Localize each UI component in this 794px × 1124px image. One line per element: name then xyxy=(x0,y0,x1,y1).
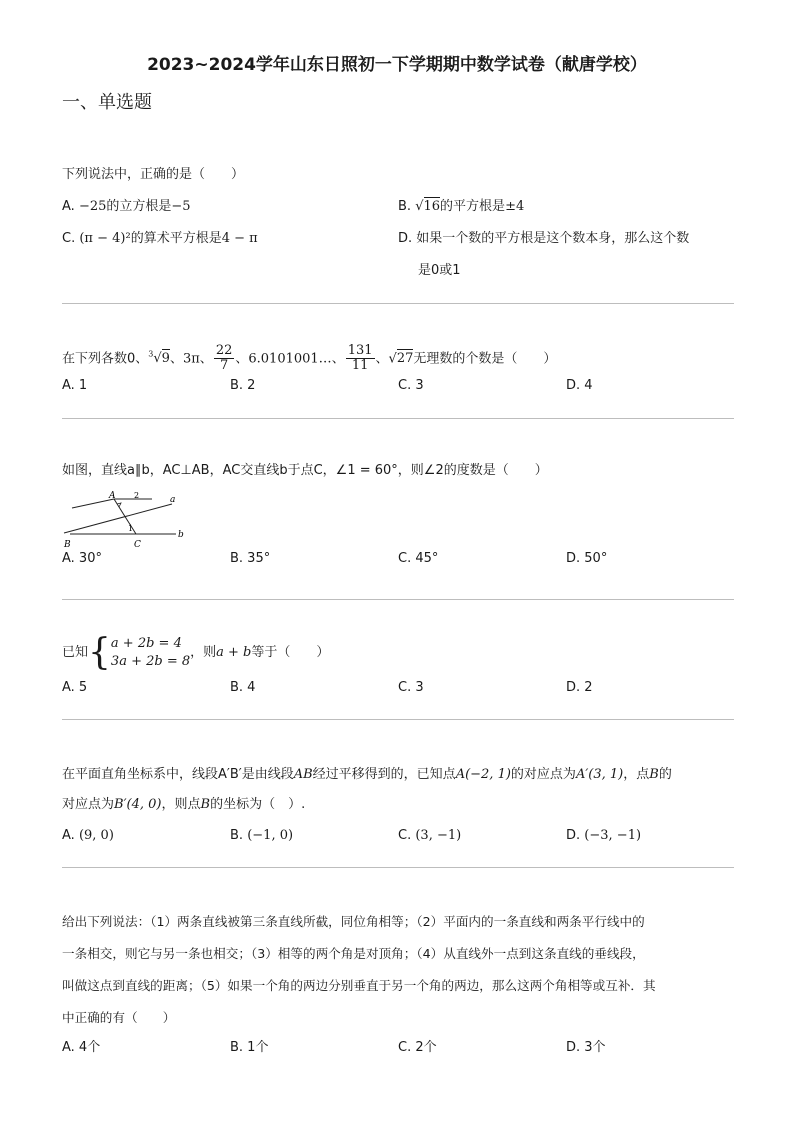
options-row xyxy=(62,259,734,283)
option-b[interactable]: B. 4 xyxy=(230,680,256,695)
option-c[interactable]: C. 45° xyxy=(398,551,439,566)
question-1 xyxy=(62,163,734,283)
option-c[interactable]: C. (3, −1) xyxy=(398,828,462,843)
option-d[interactable]: D. 2 xyxy=(566,680,593,695)
label-a-point: A xyxy=(109,491,116,501)
transversal-line xyxy=(64,504,172,533)
option-c[interactable]: C. 3 xyxy=(398,378,424,393)
question-2 xyxy=(62,336,734,398)
equation-system: { a + 2b = 4 3a + 2b = 8 xyxy=(88,632,191,673)
option-d[interactable]: D. 3个 xyxy=(566,1040,606,1055)
question-stem: 给出下列说法：（1）两条直线被第三条直线所截，同位角相等；（2）平面内的一条直线和两条平行线中的 一条相交，则它与另一条也相交；（3）相等的两个角是对顶角；（4）从直线外一点到这条直线的垂线段， 叫做这点到直线的距离；（5）如果一个角的两边分别垂直于另一个角的两边，那么这两个角相等或互补．其 中正确的有（ ） xyxy=(62,914,656,1025)
option-a[interactable]: A. (9, 0) xyxy=(62,828,114,843)
option-d[interactable]: D. 4 xyxy=(566,378,593,393)
divider xyxy=(62,418,734,419)
options-row xyxy=(62,195,734,219)
question-stem: 在平面直角坐标系中，线段A′B′是由线段AB经过平移得到的，已知点A(−2, 1)的对应点为A′(3, 1)，点B的 对应点为B′(4, 0)，则点B的坐标为（ ）. xyxy=(62,767,672,812)
option-c[interactable]: C. 3 xyxy=(398,680,424,695)
option-b[interactable]: B. 1个 xyxy=(230,1040,269,1055)
option-c[interactable]: C. 2个 xyxy=(398,1040,437,1055)
divider xyxy=(62,719,734,720)
option-d-continued: 是0或1 xyxy=(418,263,461,278)
question-6 xyxy=(62,906,734,1060)
option-b[interactable]: B. (−1, 0) xyxy=(230,828,294,843)
question-stem: 已知 { a + 2b = 4 3a + 2b = 8 ，则 a + b 等于（ ） xyxy=(62,632,330,673)
question-3 xyxy=(62,459,734,571)
line-a-left xyxy=(72,499,114,508)
options-row xyxy=(62,374,734,398)
options-row xyxy=(62,824,734,848)
section-heading: 一、单选题 xyxy=(62,92,152,113)
label-c-point: C xyxy=(134,540,141,549)
option-a[interactable]: A. 4个 xyxy=(62,1040,101,1055)
options-row xyxy=(62,1036,734,1060)
option-b[interactable]: B. √16的平方根是±4 xyxy=(398,199,525,214)
question-stem: 如图，直线a∥b，AC⊥AB，AC交直线b于点C，∠1 = 60°，则∠2的度数是（ ） xyxy=(62,463,548,478)
option-a[interactable]: A. 5 xyxy=(62,680,88,695)
divider xyxy=(62,599,734,600)
exam-title: 2023~2024学年山东日照初一下学期期中数学试卷（献唐学校） xyxy=(147,55,647,75)
label-b-point: B xyxy=(64,540,71,549)
question-stem: 下列说法中，正确的是（ ） xyxy=(62,167,245,182)
options-row xyxy=(62,676,734,700)
option-c[interactable]: C. (π − 4)²的算术平方根是4 − π xyxy=(62,231,258,246)
question-4 xyxy=(62,632,734,700)
divider xyxy=(62,303,734,304)
label-angle-2: 2 xyxy=(134,491,140,500)
geometry-figure xyxy=(62,489,192,549)
question-5 xyxy=(62,760,734,848)
divider xyxy=(62,867,734,868)
option-b[interactable]: B. 2 xyxy=(230,378,256,393)
option-d[interactable]: D. 如果一个数的平方根是这个数本身，那么这个数 xyxy=(398,231,690,246)
label-line-b: b xyxy=(178,530,184,540)
label-angle-1: 1 xyxy=(128,524,134,533)
option-a[interactable]: A. −25的立方根是−5 xyxy=(62,199,191,214)
option-d[interactable]: D. 50° xyxy=(566,551,608,566)
option-a[interactable]: A. 1 xyxy=(62,378,88,393)
options-row xyxy=(62,227,734,251)
options-row xyxy=(62,547,734,571)
label-line-a: a xyxy=(170,495,176,505)
option-a[interactable]: A. 30° xyxy=(62,551,102,566)
option-b[interactable]: B. 35° xyxy=(230,551,271,566)
question-stem: 在下列各数0、$^3$√9、3π、 $\frac{22}{7}$ 、6.0101001…、 $\frac{131}{11}$ 、√27无理数的个数是（ ） xyxy=(62,343,557,374)
option-d[interactable]: D. (−3, −1) xyxy=(566,828,642,843)
